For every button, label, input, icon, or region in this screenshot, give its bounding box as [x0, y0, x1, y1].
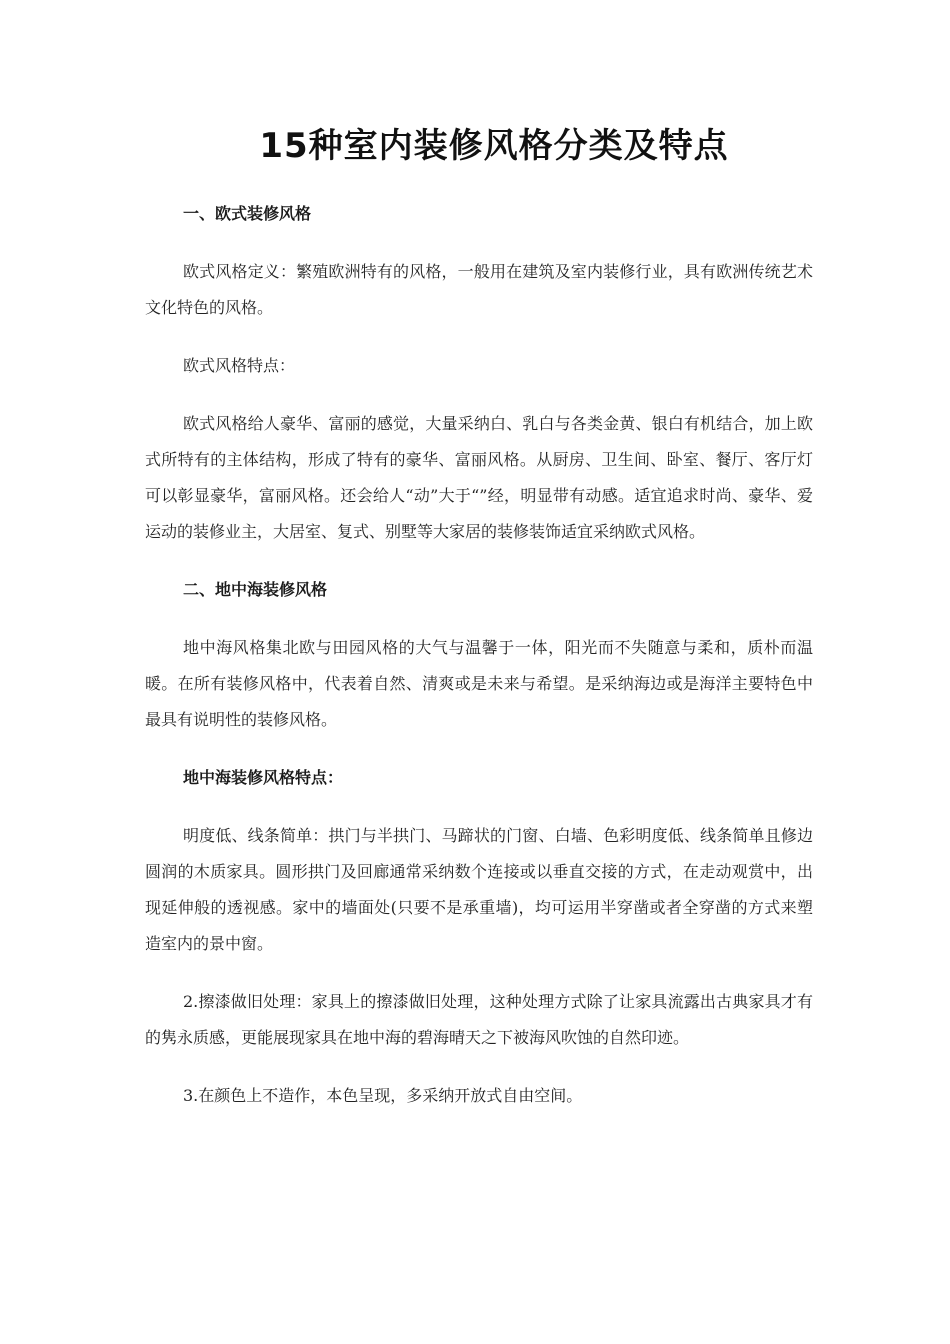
paragraph-european-features-label: 欧式风格特点：: [183, 356, 296, 375]
page-title: 15种室内装修风格分类及特点: [259, 126, 729, 166]
paragraph-mediterranean-feature-1: 明度低、线条简单：拱门与半拱门、马蹄状的门窗、白墙、色彩明度低、线条简单且修边圆润的木质家具。圆形拱门及回廊通常采纳数个连接或以垂直交接的方式，在走动观赏中，出现延伸般的透视感。家中的墙面处(只要不是承重墙)，均可运用半穿凿或者全穿凿的方式来塑造室内的景中窗。: [145, 826, 813, 953]
paragraph-mediterranean-feature-2: 2.擦漆做旧处理：家具上的擦漆做旧处理，这种处理方式除了让家具流露出古典家具才有的隽永质感，更能展现家具在地中海的碧海晴天之下被海风吹蚀的自然印迹。: [145, 992, 813, 1047]
document-body: [145, 196, 813, 1136]
section-heading-mediterranean: 二、地中海装修风格: [183, 580, 328, 599]
paragraph-european-features: 欧式风格给人豪华、富丽的感觉，大量采纳白、乳白与各类金黄、银白有机结合，加上欧式所特有的主体结构，形成了特有的豪华、富丽风格。从厨房、卫生间、卧室、餐厅、客厅灯可以彰显豪华，富丽风格。还会给人“动”大于“”经，明显带有动感。适宜追求时尚、豪华、爱运动的装修业主，大居室、复式、别墅等大家居的装修装饰适宜采纳欧式风格。: [145, 414, 813, 541]
paragraph-european-definition: 欧式风格定义：繁殖欧洲特有的风格，一般用在建筑及室内装修行业，具有欧洲传统艺术文化特色的风格。: [145, 262, 813, 317]
paragraph-mediterranean-intro: 地中海风格集北欧与田园风格的大气与温馨于一体，阳光而不失随意与柔和，质朴而温暖。在所有装修风格中，代表着自然、清爽或是未来与希望。是采纳海边或是海洋主要特色中最具有说明性的装修风格。: [145, 638, 813, 729]
subheading-mediterranean-features: 地中海装修风格特点：: [183, 768, 344, 787]
paragraph-mediterranean-feature-3: 3.在颜色上不造作，本色呈现，多采纳开放式自由空间。: [183, 1086, 583, 1105]
section-heading-european: 一、欧式装修风格: [183, 204, 312, 223]
